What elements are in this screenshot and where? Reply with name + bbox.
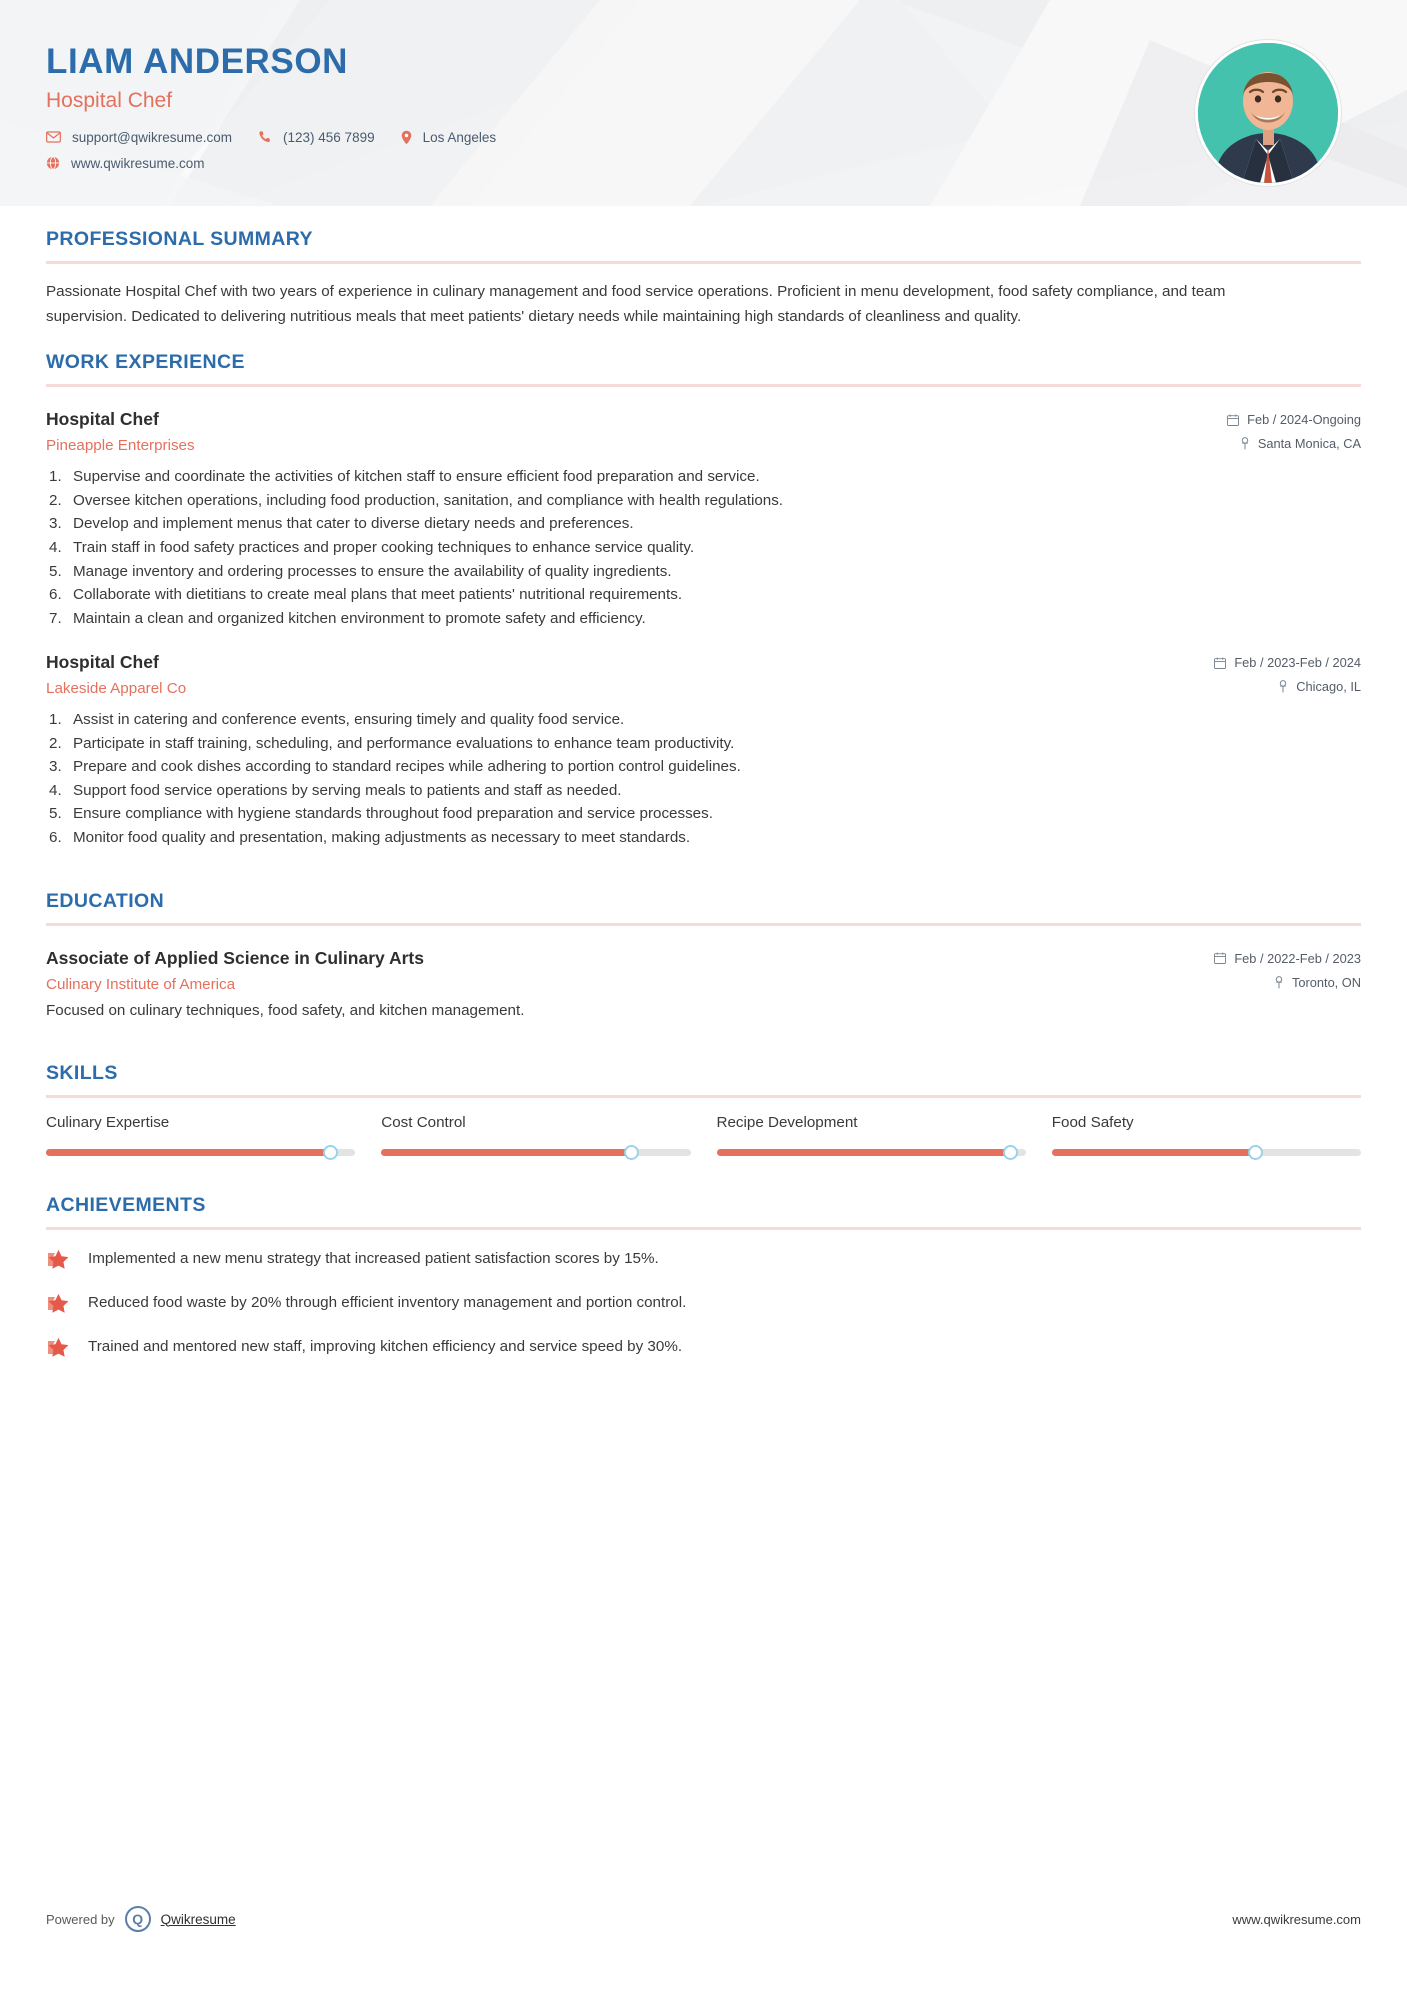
skill-progress-knob[interactable] — [624, 1145, 639, 1160]
work-company-name: Pineapple Enterprises — [46, 437, 195, 455]
work-location-text: Santa Monica, CA — [1257, 436, 1361, 452]
section-divider — [46, 384, 1361, 387]
list-item: Assist in catering and conference events, ensuring timely and quality food service. — [73, 711, 625, 729]
work-company-name: Lakeside Apparel Co — [46, 680, 187, 698]
work-responsibility-list — [46, 465, 1361, 630]
map-pin-icon — [1240, 437, 1250, 450]
work-entry-header — [46, 409, 1361, 454]
skill-progress-knob[interactable] — [1003, 1145, 1018, 1160]
calendar-icon — [1214, 657, 1226, 669]
list-item: Monitor food quality and presentation, making adjustments as necessary to meet standards. — [73, 829, 691, 846]
work-location-text: Chicago, IL — [1296, 679, 1361, 695]
work-location — [1227, 436, 1361, 451]
avatar — [1195, 40, 1341, 186]
skill-progress-track — [717, 1149, 1026, 1156]
job-role-subtitle: Hospital Chef — [46, 88, 173, 112]
section-divider — [46, 923, 1361, 926]
section-title-education: EDUCATION — [46, 889, 165, 912]
skill-progress-fill — [381, 1149, 631, 1156]
section-professional-summary — [46, 228, 1361, 329]
skill-progress-track — [381, 1149, 690, 1156]
section-title-achievements: ACHIEVEMENTS — [46, 1194, 206, 1217]
work-date-range — [1214, 655, 1361, 670]
contact-website[interactable] — [46, 156, 205, 171]
work-entry-meta — [1227, 409, 1361, 451]
skills-grid — [46, 1114, 1361, 1156]
map-pin-icon — [1274, 976, 1284, 989]
skill-progress-fill — [717, 1149, 1011, 1156]
work-date-range — [1227, 412, 1361, 427]
list-item: Develop and implement menus that cater to diverse dietary needs and preferences. — [73, 515, 634, 533]
skill-label: Culinary Expertise — [46, 1114, 170, 1132]
section-title-work: WORK EXPERIENCE — [46, 351, 245, 374]
education-degree-title: Associate of Applied Science in Culinary Arts — [46, 947, 424, 968]
footer-branding — [46, 1906, 236, 1932]
list-item: Ensure compliance with hygiene standards throughout food preparation and service processes. — [73, 805, 713, 823]
skill-label: Cost Control — [381, 1114, 466, 1132]
calendar-icon — [1227, 414, 1239, 426]
education-description: Focused on culinary techniques, food safety, and kitchen management. — [46, 1001, 525, 1019]
contact-location — [401, 130, 497, 145]
skill-progress-track — [1052, 1149, 1361, 1156]
list-item: Oversee kitchen operations, including food production, sanitation, and compliance with health regulations. — [73, 491, 784, 509]
section-achievements — [46, 1194, 1361, 1363]
globe-icon — [46, 156, 60, 170]
footer-powered-by-label: Powered by — [46, 1911, 115, 1927]
list-item: Support food service operations by serving meals to patients and staff as needed. — [73, 781, 622, 799]
qwikresume-logo-icon: Q — [125, 1906, 151, 1932]
education-entry — [46, 948, 1361, 1023]
skill-item — [717, 1114, 1026, 1156]
contact-website-text: www.qwikresume.com — [71, 155, 205, 171]
resume-header — [0, 0, 1407, 206]
skill-label: Recipe Development — [716, 1114, 858, 1132]
skill-progress-track — [46, 1149, 355, 1156]
achievements-list — [46, 1248, 1361, 1363]
work-entry-header — [46, 652, 1361, 697]
skill-progress-knob[interactable] — [1248, 1145, 1263, 1160]
location-pin-icon — [401, 130, 412, 145]
contact-phone-text: (123) 456 7899 — [283, 129, 375, 145]
education-date-text: Feb / 2022-Feb / 2023 — [1234, 950, 1361, 966]
summary-paragraph: Passionate Hospital Chef with two years of experience in culinary management and food service operations. Proficient in menu development, food safety compliance, and team supervision. Dedicated to delivering nutritious meals that meet patients' dietary needs while maintaining high standards of cleanliness and quality. — [46, 283, 1226, 325]
list-item: Maintain a clean and organized kitchen environment to promote safety and efficiency. — [73, 609, 646, 627]
education-school-name: Culinary Institute of America — [46, 975, 236, 993]
achievement-text: Reduced food waste by 20% through efficient inventory management and portion control. — [88, 1294, 687, 1312]
skill-item — [381, 1114, 690, 1156]
work-job-title: Hospital Chef — [46, 409, 159, 430]
skill-item — [1052, 1114, 1361, 1156]
education-entry-meta — [1214, 948, 1361, 990]
contact-row-secondary — [46, 156, 1407, 171]
footer-website[interactable]: www.qwikresume.com — [1232, 1911, 1361, 1927]
section-divider — [46, 1227, 1361, 1230]
education-entry-identity — [46, 948, 1214, 993]
page-footer — [46, 1906, 1361, 1932]
contact-email[interactable] — [46, 130, 232, 145]
page-title: LIAM ANDERSON — [46, 42, 349, 81]
contact-email-text: support@qwikresume.com — [72, 129, 233, 145]
list-item — [46, 1292, 1361, 1319]
work-entry-meta — [1214, 652, 1361, 694]
skill-progress-fill — [1052, 1149, 1256, 1156]
phone-icon — [258, 130, 272, 144]
contact-location-text: Los Angeles — [422, 129, 497, 145]
list-item: Collaborate with dietitians to create meal plans that meet patients' nutritional requirements. — [73, 586, 683, 604]
skill-progress-knob[interactable] — [323, 1145, 338, 1160]
work-entry-identity — [46, 409, 1227, 454]
achievement-text: Implemented a new menu strategy that increased patient satisfaction scores by 15%. — [88, 1250, 659, 1268]
profile-photo-illustration — [1198, 43, 1338, 183]
work-entry — [46, 409, 1361, 630]
section-title-skills: SKILLS — [46, 1062, 118, 1085]
email-icon — [46, 131, 61, 143]
footer-brand-link[interactable]: Qwikresume — [160, 1911, 236, 1927]
work-date-text: Feb / 2023-Feb / 2024 — [1234, 655, 1361, 671]
list-item — [46, 1336, 1361, 1363]
education-date-range — [1214, 951, 1361, 966]
work-job-title: Hospital Chef — [46, 652, 159, 673]
education-entry-header — [46, 948, 1361, 993]
section-divider — [46, 1095, 1361, 1098]
skill-progress-fill — [46, 1149, 331, 1156]
skill-label: Food Safety — [1051, 1114, 1134, 1132]
section-skills — [46, 1062, 1361, 1156]
section-education — [46, 890, 1361, 1023]
education-location-text: Toronto, ON — [1292, 974, 1361, 990]
star-badge-icon — [46, 1248, 76, 1275]
map-pin-icon — [1278, 680, 1288, 693]
education-location — [1214, 975, 1361, 990]
list-item: Supervise and coordinate the activities of kitchen staff to ensure efficient food preparation and service. — [73, 468, 760, 486]
section-work-experience — [46, 351, 1361, 849]
work-date-text: Feb / 2024-Ongoing — [1247, 412, 1361, 428]
list-item: Manage inventory and ordering processes to ensure the availability of quality ingredients. — [73, 562, 672, 580]
achievement-text: Trained and mentored new staff, improving kitchen efficiency and service speed by 30%. — [88, 1338, 683, 1356]
star-badge-icon — [46, 1292, 76, 1319]
section-divider — [46, 261, 1361, 264]
work-entry — [46, 652, 1361, 849]
list-item: Prepare and cook dishes according to standard recipes while adhering to portion control guidelines. — [73, 758, 741, 776]
list-item — [46, 1248, 1361, 1275]
list-item: Participate in staff training, scheduling, and performance evaluations to enhance team productivity. — [73, 734, 735, 752]
work-entry-identity — [46, 652, 1214, 697]
work-location — [1214, 679, 1361, 694]
calendar-icon — [1214, 952, 1226, 964]
list-item: Train staff in food safety practices and proper cooking techniques to enhance service quality. — [73, 538, 695, 556]
section-title-summary: PROFESSIONAL SUMMARY — [46, 228, 313, 250]
star-badge-icon — [46, 1336, 76, 1363]
work-responsibility-list — [46, 708, 1361, 849]
skill-item — [46, 1114, 355, 1156]
contact-phone[interactable] — [258, 130, 375, 145]
